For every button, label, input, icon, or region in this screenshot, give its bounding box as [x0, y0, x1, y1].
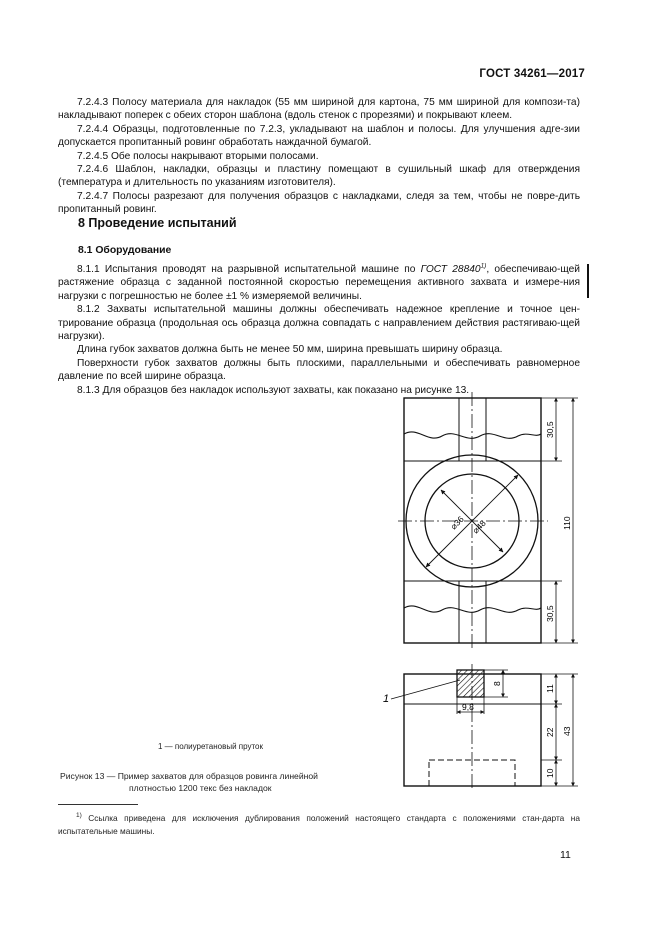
paragraph-7-2-4-7: 7.2.4.7 Полосы разрезают для получения образцов с накладками, следя за тем, чтобы не повре-дить пропитанный ровинг. — [58, 190, 580, 216]
caption-line-2: плотностью 1200 текс без накладок — [129, 783, 272, 793]
document-header: ГОСТ 34261—2017 — [479, 68, 585, 80]
figure-legend: 1 — полиуретановый пруток — [158, 742, 263, 751]
paragraph-8-1-3: 8.1.3 Для образцов без накладок используют захваты, как показано на рисунке 13. — [77, 384, 470, 396]
dia-outer-label: ⌀48 — [470, 518, 488, 536]
dim-bottom-label: 30,5 — [545, 605, 555, 622]
page-number: 11 — [560, 849, 571, 861]
paragraph-7-2-4-6: 7.2.4.6 Шаблон, накладки, образцы и пластину помещают в сушильный шкаф для отверждения (температура и длительность по указаниям изготовителя). — [58, 164, 580, 189]
paragraph-7-2-4-3: 7.2.4.3 Полосу материала для накладок (55 мм шириной для картона, 75 мм шириной для компози-та) накладывают поперек с обеих сторон шаблона (вдоль стенок с прорезями) и покрывают клеем. — [58, 97, 580, 122]
slot-width-label: 9,8 — [462, 702, 474, 712]
polyurethane-rod — [457, 670, 484, 697]
footnote-marker[interactable]: 1) — [480, 262, 487, 270]
dim-top-label: 30,5 — [545, 421, 555, 438]
caption-line-1: Рисунок 13 — Пример захватов для образцов ровинга линейной — [60, 771, 318, 781]
section-8-heading: 8 Проведение испытаний — [78, 216, 237, 230]
paragraph-8-1-1-end: , обеспечиваю-щей растяжение образца с заданной постоянной скоростью перемещения активного захвата и измере-ния нагрузки с погрешностью не более ±1 % измеряемой величины. — [58, 264, 580, 302]
footnote-text: Ссылка приведена для исключения дублирования положений настоящего стандарта с положениями стан-дарта на испытательные машины. — [58, 813, 580, 836]
paragraph-7-2-4-5: 7.2.4.5 Обе полосы накрывают вторыми полосами. — [77, 150, 319, 162]
standard-reference-link[interactable]: ГОСТ 28840 — [420, 264, 481, 275]
dim-total-label: 110 — [562, 516, 572, 530]
footnote-divider — [58, 804, 138, 805]
paragraph-8-1-2: 8.1.2 Захваты испытательной машины должны обеспечивать надежное крепление и точное цен-трирование образца (продольная ось образца должна совпадать с направлением действия растягиваю-щей нагрузки). — [58, 304, 580, 343]
paragraph-jaw-length: Длина губок захватов должна быть не менее 50 мм, ширина превышать ширину образца. — [77, 344, 503, 356]
paragraph-jaw-surface: Поверхности губок захватов должны быть плоскими, параллельными и обеспечивать равномерное давление по всей ширине образца. — [58, 357, 580, 383]
footnote — [58, 812, 580, 837]
side-dim-3-label: 10 — [545, 768, 555, 778]
side-total-label: 43 — [562, 726, 572, 736]
side-dim-2-label: 22 — [545, 727, 555, 737]
paragraph-7-2-4-4: 7.2.4.4 Образцы, подготовленные по 7.2.3, укладывают на шаблон и полосы. Для улучшения адге-зии допускается пропитанный ровинг обработать наждачной бумагой. — [58, 123, 580, 149]
dia-inner-label: ⌀36 — [448, 514, 466, 532]
grip-front-view — [398, 392, 548, 650]
side-dim-1-label: 11 — [545, 684, 555, 693]
paragraph-8-1-1-start: 8.1.1 Испытания проводят на разрывной испытательной машине по — [77, 264, 421, 275]
footnote-mark: 1) — [76, 812, 82, 820]
subsection-8-1-heading: 8.1 Оборудование — [78, 245, 172, 256]
break-line-bottom — [404, 606, 541, 612]
callout-1-label: 1 — [383, 693, 390, 705]
figure-caption — [60, 770, 375, 794]
slot-height-label: 8 — [492, 681, 502, 686]
break-line-top — [404, 432, 541, 438]
